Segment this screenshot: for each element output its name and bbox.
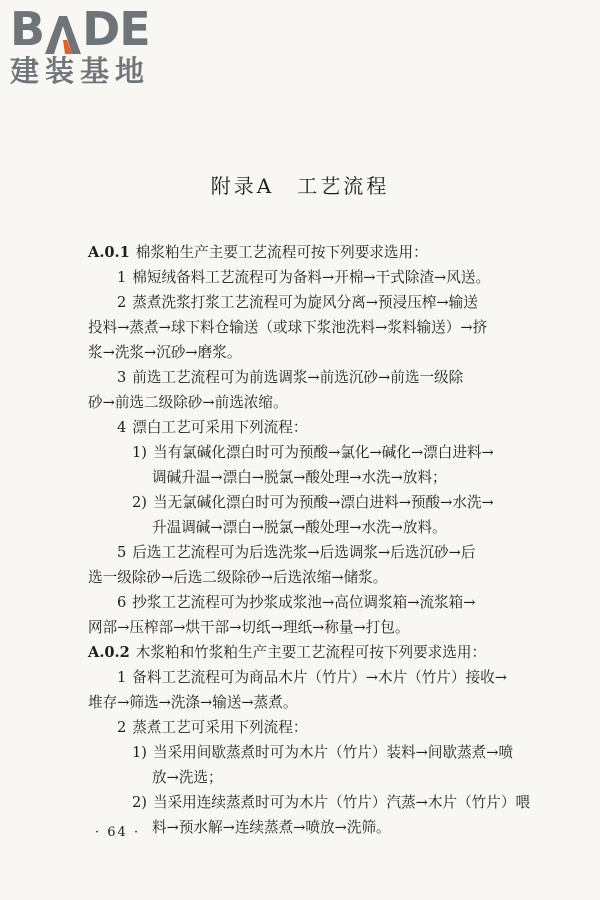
clause-number: A.0.2 <box>88 644 130 661</box>
text-line <box>88 540 518 565</box>
clause-text: 放→洗选； <box>152 769 223 786</box>
text-line <box>88 290 518 315</box>
clause-number: 5 <box>117 544 127 561</box>
clause-text: 网部→压榨部→烘干部→切纸→理纸→称量→打包。 <box>88 619 410 636</box>
logo-wordmark <box>10 4 180 54</box>
clause-text: 选一级除砂→后选二级除砂→后选浓缩→储浆。 <box>88 569 388 586</box>
clause-text: 后选工艺流程可为后选洗浆→后选调浆→后选沉砂→后 <box>132 544 476 561</box>
clause-text: 棉浆粕生产主要工艺流程可按下列要求选用： <box>135 244 428 261</box>
logo-a-mark-icon <box>45 14 81 54</box>
text-line <box>88 765 518 790</box>
page-title: 附录A 工艺流程 <box>210 174 390 198</box>
text-line <box>88 390 518 415</box>
clause-text: 当无氯碱化漂白时可为预酸→漂白进料→预酸→水洗→ <box>152 494 494 511</box>
clause-number: 3 <box>117 369 127 386</box>
text-line <box>88 715 518 740</box>
clause-number: 2 <box>117 294 127 311</box>
text-line <box>88 640 518 665</box>
clause-text: 备料工艺流程可为商品木片（竹片）→木片（竹片）接收→ <box>132 669 508 686</box>
text-line <box>88 240 518 265</box>
text-line <box>88 665 518 690</box>
text-line <box>88 365 518 390</box>
text-line <box>88 465 518 490</box>
page-number: · 64 · <box>95 825 141 840</box>
clause-text: 当采用连续蒸煮时可为木片（竹片）汽蒸→木片（竹片）喂 <box>152 794 531 811</box>
text-line <box>88 740 518 765</box>
text-line <box>88 565 518 590</box>
text-line <box>88 340 518 365</box>
clause-text: 料→预水解→连续蒸煮→喷放→洗筛。 <box>152 819 391 836</box>
clause-text: 投料→蒸煮→球下料仓输送（或球下浆池洗料→浆料输送）→挤 <box>88 319 488 336</box>
text-line <box>88 790 531 815</box>
clause-text: 棉短绒备料工艺流程可为备料→开棉→干式除渣→风送。 <box>132 269 491 286</box>
logo-subtitle: 建装基地 <box>10 54 151 88</box>
text-line <box>88 690 518 715</box>
clause-number: 2) <box>132 794 147 811</box>
document-body <box>88 240 531 840</box>
clause-number: 6 <box>117 594 127 611</box>
clause-number: 2) <box>132 494 147 511</box>
text-line <box>88 415 518 440</box>
clause-text: 木浆粕和竹浆粕生产主要工艺流程可按下列要求选用： <box>135 644 487 661</box>
text-line <box>88 590 518 615</box>
brand-logo <box>10 4 180 88</box>
clause-text: 前选工艺流程可为前选调浆→前选沉砂→前选一级除 <box>132 369 464 386</box>
text-line <box>88 315 518 340</box>
clause-number: 4 <box>117 419 127 436</box>
clause-text: 调碱升温→漂白→脱氯→酸处理→水洗→放料； <box>152 469 447 486</box>
text-line <box>88 440 518 465</box>
text-line <box>88 515 518 540</box>
clause-number: A.0.1 <box>88 244 130 261</box>
clause-text: 当有氯碱化漂白时可为预酸→氯化→碱化→漂白进料→ <box>152 444 494 461</box>
clause-text: 浆→洗浆→沉砂→磨浆。 <box>88 344 242 361</box>
logo-letters-de: DE <box>82 2 150 56</box>
clause-text: 当采用间歇蒸煮时可为木片（竹片）装料→间歇蒸煮→喷 <box>152 744 514 761</box>
logo-letter-b: B <box>10 2 45 56</box>
clause-number: 1) <box>132 744 147 761</box>
clause-text: 蒸煮洗浆打浆工艺流程可为旋风分离→预浸压榨→输送 <box>132 294 478 311</box>
text-line <box>88 815 518 840</box>
clause-number: 1 <box>117 669 127 686</box>
text-line <box>88 615 518 640</box>
clause-text: 堆存→筛选→洗涤→输送→蒸煮。 <box>88 694 298 711</box>
clause-number: 1 <box>117 269 127 286</box>
clause-text: 蒸煮工艺可采用下列流程： <box>132 719 308 736</box>
text-line <box>88 265 518 290</box>
clause-text: 升温调碱→漂白→脱氯→酸处理→水洗→放料。 <box>152 519 447 536</box>
clause-text: 漂白工艺可采用下列流程： <box>132 419 308 436</box>
clause-text: 抄浆工艺流程可为抄浆成浆池→高位调浆箱→流浆箱→ <box>132 594 476 611</box>
clause-number: 2 <box>117 719 127 736</box>
clause-number: 1) <box>132 444 147 461</box>
clause-text: 砂→前选二级除砂→前选浓缩。 <box>88 394 288 411</box>
text-line <box>88 490 518 515</box>
